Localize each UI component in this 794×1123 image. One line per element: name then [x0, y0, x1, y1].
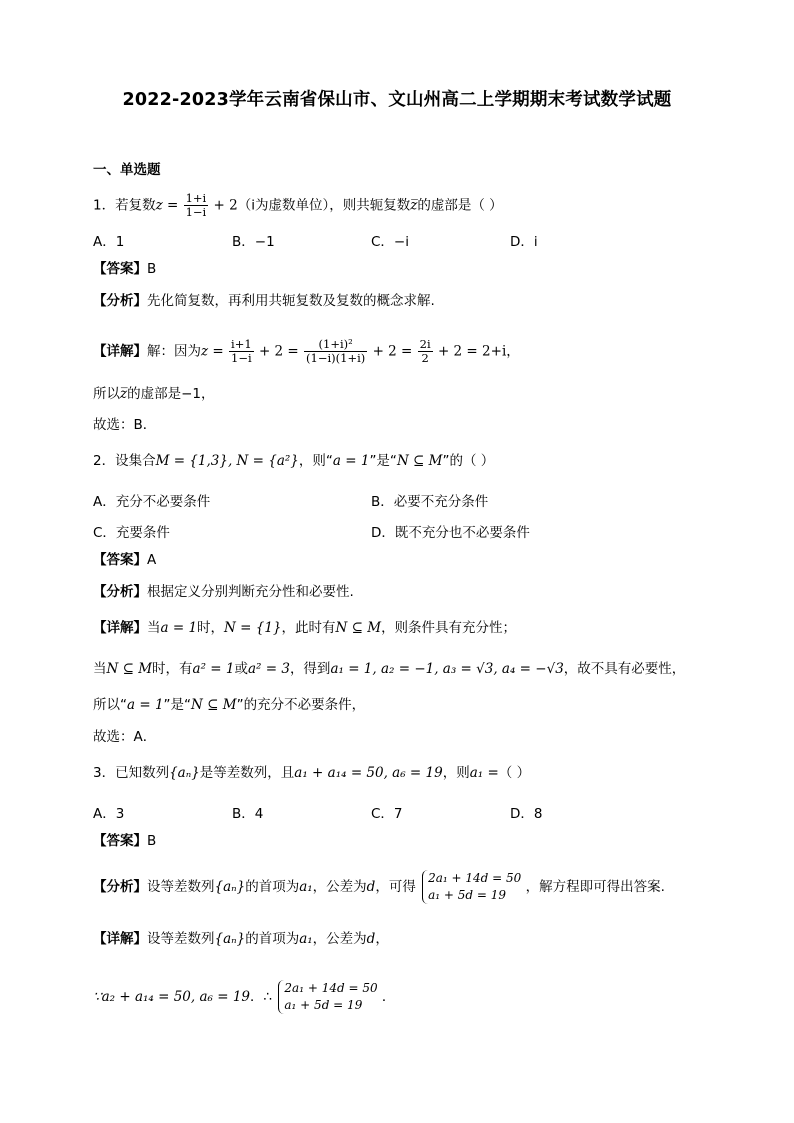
- q1-detail-line2: 所以z̅的虚部是−1，: [93, 386, 215, 402]
- q3-detail-equation-system: 2a₁ + 14d = 50 a₁ + 5d = 19: [278, 980, 377, 1014]
- q2-option-d: D．既不充分也不必要条件: [371, 525, 530, 541]
- q2-stem: 2．设集合M = {1,3}, N = {a²}，则“a = 1”是“N ⊆ M”的（ ）: [93, 453, 495, 469]
- q2-option-a: A．充分不必要条件: [93, 494, 211, 510]
- q1-fraction: $\frac{1+i}{1-i}$: [185, 191, 207, 219]
- q1-option-a: A．1: [93, 234, 125, 250]
- q1-answer: 【答案】B: [93, 261, 157, 277]
- q2-analysis: 【分析】根据定义分别判断充分性和必要性.: [93, 584, 354, 600]
- q2-detail-line3: 所以“a = 1”是“N ⊆ M”的充分不必要条件，: [93, 697, 366, 713]
- q3-option-c: C．7: [371, 806, 403, 822]
- q1-analysis: 【分析】先化简复数，再利用共轭复数及复数的概念求解.: [93, 293, 435, 309]
- q3-detail: 【详解】设等差数列{aₙ}的首项为a₁，公差为d，: [93, 931, 389, 947]
- q3-stem: 3．已知数列{aₙ}是等差数列，且a₁ + a₁₄ = 50, a₆ = 19，则a₁ =（ ）: [93, 765, 531, 781]
- q1-option-d: D．i: [510, 234, 538, 250]
- q2-detail: 【详解】当a = 1时，N = {1}，此时有N ⊆ M，则条件具有充分性；: [93, 620, 517, 636]
- q3-detail-line2: ∵a₂ + a₁₄ = 50, a₆ = 19．∴ 2a₁ + 14d = 50 a₁ + 5d = 19 ．: [93, 981, 396, 1012]
- q1-detail: 【详解】解：因为z = $\frac{i+1}{1-i}$ + 2 = $\frac{\text{(1+i)²}}{(1-i)(1+i)}$ + 2 = $\frac{2i}{2}$ + 2 = 2+i，: [93, 337, 520, 365]
- q2-answer: 【答案】A: [93, 552, 157, 568]
- q3-option-d: D．8: [510, 806, 543, 822]
- q3-analysis: 【分析】设等差数列{aₙ}的首项为a₁，公差为d，可得 2a₁ + 14d = 50 a₁ + 5d = 19 ，解方程即可得出答案.: [93, 871, 665, 902]
- q2-option-b: B．必要不充分条件: [371, 494, 489, 510]
- q2-detail-line2: 当N ⊆ M时，有a² = 1或a² = 3，得到a₁ = 1, a₂ = −1, a₃ = √3, a₄ = −√3，故不具有必要性，: [93, 661, 686, 677]
- section-heading: 一、单选题: [93, 162, 161, 178]
- q2-conclusion: 故选：A．: [93, 729, 157, 745]
- q2-option-c: C．充要条件: [93, 525, 170, 541]
- page-title: 2022-2023学年云南省保山市、文山州高二上学期期末考试数学试题: [122, 90, 672, 110]
- q3-equation-system: 2a₁ + 14d = 50 a₁ + 5d = 19: [422, 870, 521, 904]
- q1-option-b: B．−1: [232, 234, 275, 250]
- q1-stem: 1．若复数z = $\frac{1+i}{1-i}$ + 2（i为虚数单位），则共轭复数z̅的虚部是（ ）: [93, 191, 503, 219]
- q1-conclusion: 故选：B．: [93, 417, 157, 433]
- q1-option-c: C．−i: [371, 234, 409, 250]
- q3-option-b: B．4: [232, 806, 264, 822]
- q3-answer: 【答案】B: [93, 833, 157, 849]
- q3-option-a: A．3: [93, 806, 125, 822]
